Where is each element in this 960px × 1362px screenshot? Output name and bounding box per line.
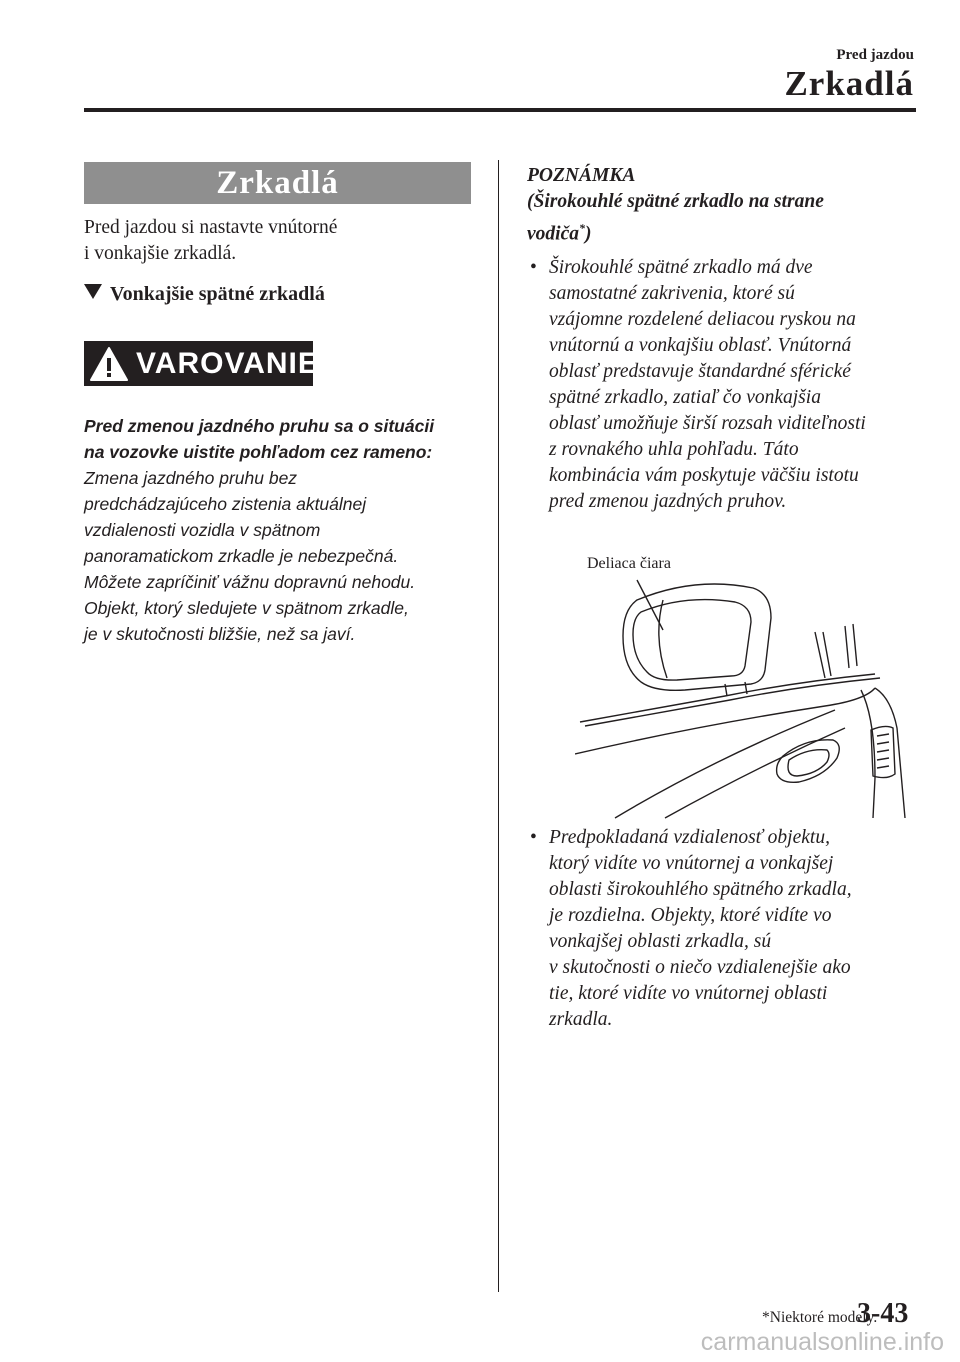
bullet-line: v skutočnosti o niečo vzdialenejšie ako <box>549 957 851 978</box>
bullet-line: samostatné zakrivenia, ktoré sú <box>549 283 795 304</box>
warning-triangle-icon <box>88 345 130 383</box>
watermark: carmanualsonline.info <box>700 1328 944 1356</box>
bullet-line: zrkadla. <box>549 1009 613 1030</box>
bullet-line: oblasť umožňuje širší rozsah viditeľnosti <box>549 413 866 434</box>
bullet-line: z rovnakého uhla pohľadu. Táto <box>549 439 799 460</box>
bullet-line: kombinácia vám poskytuje väčšiu istotu <box>549 465 859 486</box>
bullet-line: Predpokladaná vzdialenosť objektu, <box>549 827 830 848</box>
warning-line: Zmena jazdného pruhu bez <box>84 468 298 488</box>
bullet-line: pred zmenou jazdných pruhov. <box>549 491 787 512</box>
bullet-line: oblasť predstavuje štandardné sférické <box>549 361 851 382</box>
side-mirror-illustration <box>575 578 915 820</box>
warning-label <box>84 341 319 386</box>
bullet-line: ktorý vidíte vo vnútornej a vonkajšej <box>549 853 834 874</box>
warning-bold-line: Pred zmenou jazdného pruhu sa o situácii <box>84 416 435 436</box>
note-bullet <box>530 255 918 515</box>
bullet-line: spätné zrkadlo, zatiaľ čo vonkajšia <box>549 387 821 408</box>
note-subtitle-end: vodiča*) <box>527 221 592 245</box>
subheading <box>84 283 325 306</box>
warning-line: Objekt, ktorý sledujete v spätnom zrkadle, <box>84 598 409 618</box>
figure-callout-label: Deliaca čiara <box>587 555 671 572</box>
bullet-line: vzájomne rozdelené deliacou ryskou na <box>549 309 856 330</box>
bullet-line: Širokouhlé spätné zrkadlo má dve <box>549 257 813 278</box>
column-divider <box>498 160 499 1292</box>
warning-line: Môžete zapríčiniť vážnu dopravnú nehodu. <box>84 572 416 592</box>
intro-line: Pred jazdou si nastavte vnútorné <box>84 217 338 238</box>
warning-line: panoramatickom zrkadle je nebezpečná. <box>84 546 399 566</box>
intro-text <box>84 215 474 267</box>
warning-line: vzdialenosti vozidla v spätnom <box>84 520 321 540</box>
warning-line: predchádzajúceho zistenia aktuálnej <box>84 494 367 514</box>
section-title: Zrkadlá <box>84 162 471 204</box>
asterisk-mark: * <box>578 221 585 235</box>
intro-line: i vonkajšie zrkadlá. <box>84 243 237 264</box>
note-bullet <box>530 825 918 1033</box>
note-title: POZNÁMKA <box>527 165 636 186</box>
warning-body <box>84 413 479 647</box>
warning-label-text: VAROVANIE <box>136 347 319 380</box>
bullet-line: je rozdielna. Objekty, ktoré vidíte vo <box>549 905 832 926</box>
bullet-line: vnútornú a vonkajšiu oblasť. Vnútorná <box>549 335 852 356</box>
bullet-line: tie, ktoré vidíte vo vnútornej oblasti <box>549 983 828 1004</box>
bullet-line: oblasti širokouhlého spätného zrkadla, <box>549 879 852 900</box>
subheading-text: Vonkajšie spätné zrkadlá <box>110 283 325 305</box>
bullet-icon: • <box>530 257 537 278</box>
page-number: 3-43 <box>857 1298 909 1329</box>
bullet-line: vonkajšej oblasti zrkadla, sú <box>549 931 772 952</box>
running-header-title: Zrkadlá <box>784 64 914 103</box>
warning-line: je v skutočnosti bližšie, než sa javí. <box>84 624 356 644</box>
note-subtitle: (Širokouhlé spätné zrkadlo na strane <box>527 191 824 212</box>
running-header-section: Pred jazdou <box>836 47 914 63</box>
footnote: *Niektoré modely. <box>762 1309 878 1326</box>
header-rule <box>84 108 916 112</box>
bullet-icon: • <box>530 827 537 848</box>
warning-bold-line: na vozovke uistite pohľadom cez rameno: <box>84 442 433 462</box>
triangle-marker-icon <box>84 284 102 299</box>
note-heading <box>527 163 917 248</box>
